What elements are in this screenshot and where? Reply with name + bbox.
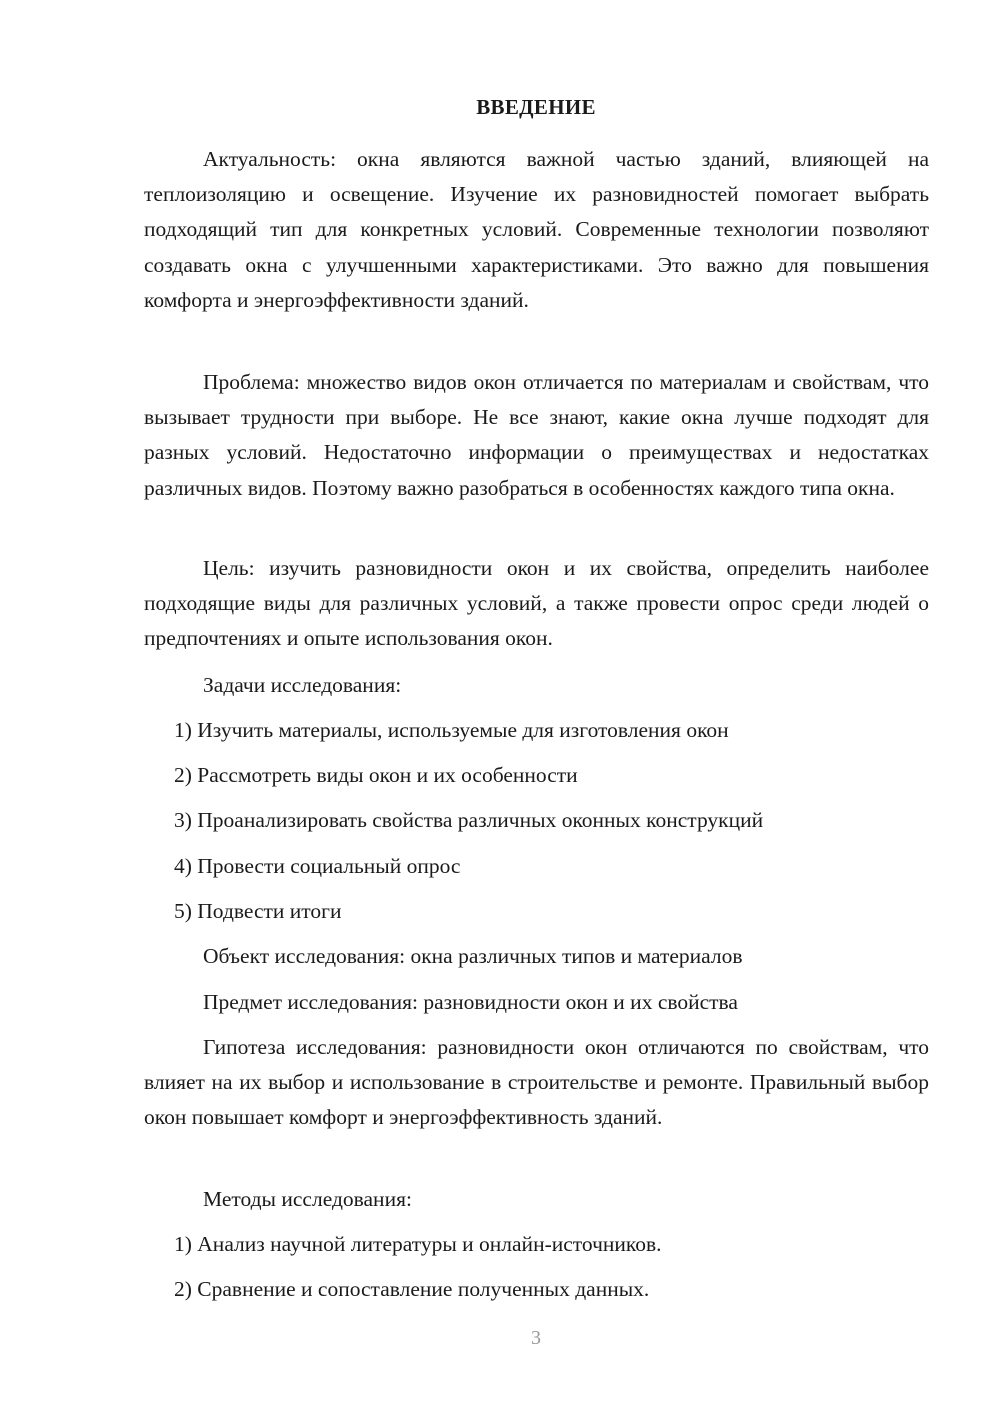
goal-paragraph: Цель: изучить разновидности окон и их свойства, определить наиболее подходящие виды для различных условий, а также провести опрос среди людей о предпочтениях и опыте использования окон.	[144, 556, 929, 651]
method-item: 2) Сравнение и сопоставление полученных данных.	[174, 1277, 650, 1301]
task-item: 1) Изучить материалы, используемые для изготовления окон	[174, 718, 729, 742]
task-item: 4) Провести социальный опрос	[174, 854, 461, 878]
task-item: 5) Подвести итоги	[174, 899, 342, 923]
task-item: 2) Рассмотреть виды окон и их особенности	[174, 763, 578, 787]
hypothesis-paragraph: Гипотеза исследования: разновидности окон отличаются по свойствам, что влияет на их выбор и использование в строительстве и ремонте. Правильный выбор окон повышает комфорт и энергоэффективность зданий.	[144, 1035, 929, 1130]
methods-label: Методы исследования:	[203, 1187, 412, 1211]
section-heading: ВВЕДЕНИЕ	[476, 95, 596, 119]
object-line: Объект исследования: окна различных типов и материалов	[203, 944, 743, 968]
problem-paragraph: Проблема: множество видов окон отличается по материалам и свойствам, что вызывает трудности при выборе. Не все знают, какие окна лучше подходят для разных условий. Недостаточно информации о преимуществах и недостатках различных видов. Поэтому важно разобраться в особенностях каждого типа окна.	[144, 370, 929, 500]
subject-line: Предмет исследования: разновидности окон и их свойства	[203, 990, 738, 1014]
tasks-label: Задачи исследования:	[203, 673, 402, 697]
method-item: 1) Анализ научной литературы и онлайн-источников.	[174, 1232, 662, 1256]
relevance-paragraph: Актуальность: окна являются важной частью зданий, влияющей на теплоизоляцию и освещение. Изучение их разновидностей помогает выбрать подходящий тип для конкретных условий. Современные технологии позволяют создавать окна с улучшенными характеристиками. Это важно для повышения комфорта и энергоэффективности зданий.	[144, 147, 929, 312]
page-number: 3	[531, 1327, 541, 1349]
task-item: 3) Проанализировать свойства различных оконных конструкций	[174, 808, 764, 832]
